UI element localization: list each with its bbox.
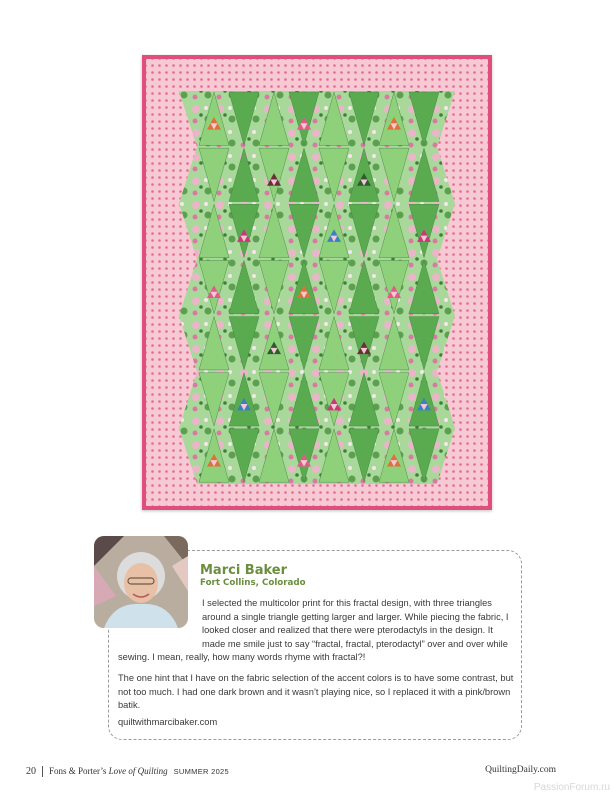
watermark: PassionForum.ru xyxy=(533,782,610,793)
quilt-photo xyxy=(142,55,492,510)
magazine-name xyxy=(49,766,168,776)
page-number: 20 xyxy=(26,765,36,777)
footer-divider xyxy=(42,766,43,777)
designer-name: Marci Baker xyxy=(200,563,288,578)
designer-website[interactable]: quiltwithmarcibaker.com xyxy=(118,717,218,727)
issue-date: SUMMER 2025 xyxy=(173,766,229,776)
article-paragraph-2: The one hint that I have on the fabric selection of the accent colors is to have some contrast, but not too much. I had one dark brown and it wasn’t playing nice, so I replaced it with a pink/brown batik. xyxy=(118,673,514,711)
footer-site: QuiltingDaily.com xyxy=(485,765,556,775)
quilt-center xyxy=(179,91,455,484)
page-footer xyxy=(26,765,229,777)
magazine-prefix: Fons & Porter’s xyxy=(49,766,109,776)
designer-location: Fort Collins, Colorado xyxy=(200,578,306,588)
magazine-title: Love of Quilting xyxy=(108,766,168,776)
quilt-image xyxy=(142,55,492,510)
article-paragraph-1 xyxy=(118,597,516,665)
paragraph-1-text: I selected the multicolor print for this fractal design, with three triangles around a single triangle getting larger and larger. While piecing the fabric, I looked closer and realized that there were pterodactyls in the design. It made me smile just to say “fractal, fractal, pterodactyl” over and over while sewing. I mean, really, how many words rhyme with fractal?! xyxy=(118,598,509,663)
